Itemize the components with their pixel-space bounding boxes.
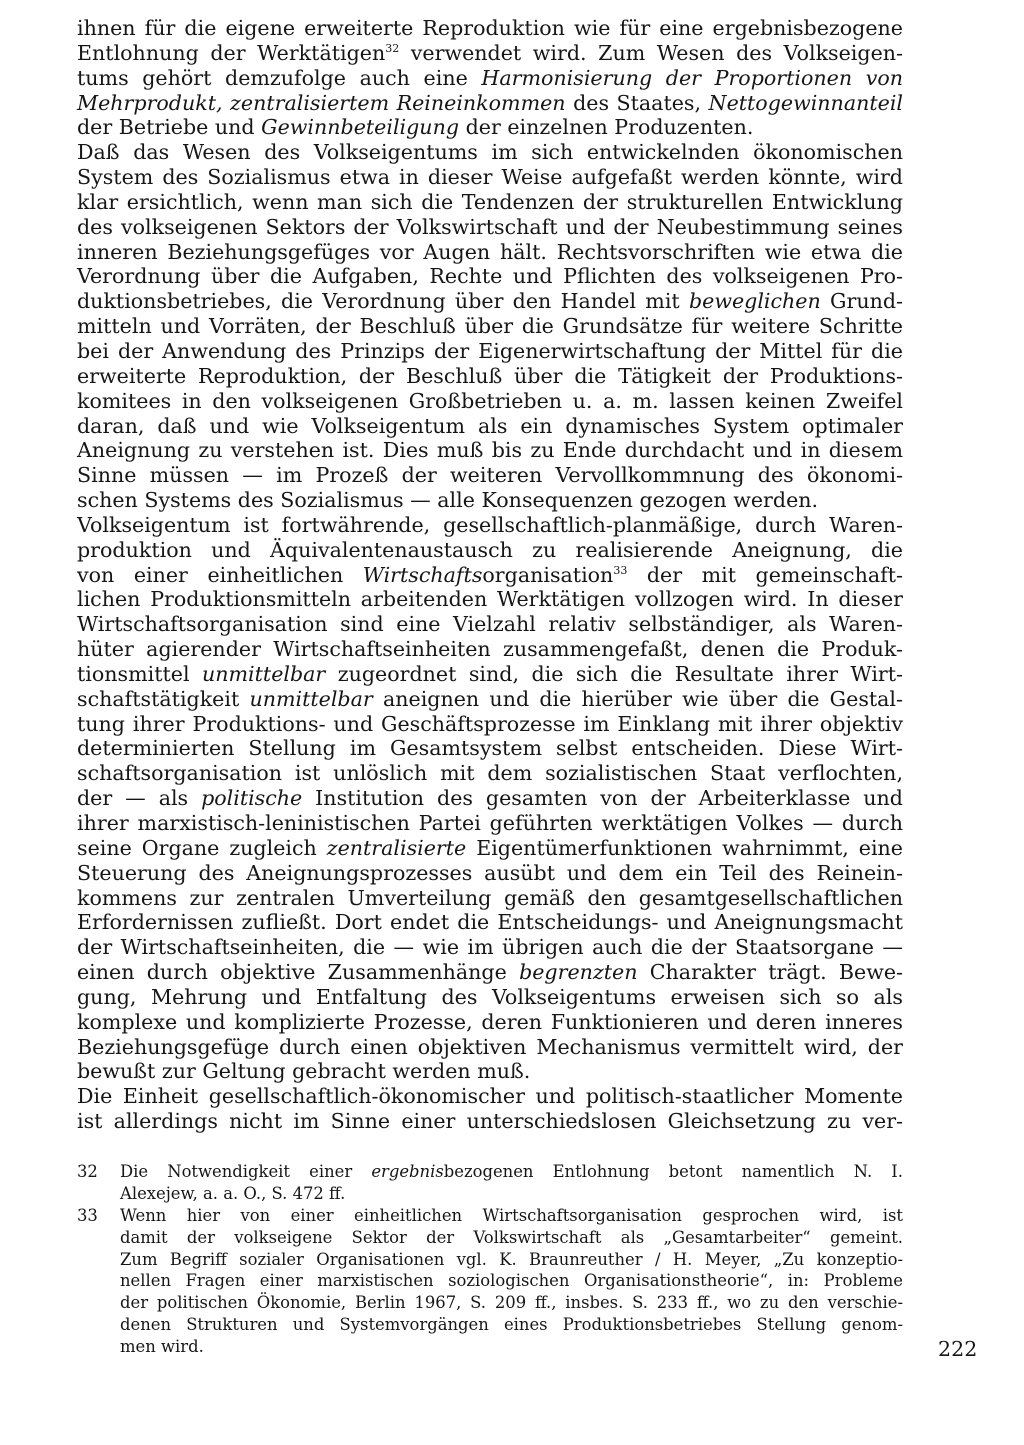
text-line — [77, 438, 903, 463]
text-run: komitees in den volkseigenen Großbetrieben u. a. m. lassen keinen Zweifel — [77, 388, 903, 413]
italic-emphasis: begrenzten — [519, 960, 638, 985]
italic-emphasis: Nettogewinnanteil — [708, 90, 903, 115]
text-run: der Wirtschaftseinheiten, die — wie im übrigen auch die der Staatsorgane — — [77, 935, 903, 960]
text-line — [77, 761, 903, 786]
text-run: ihnen für die eigene erweiterte Reproduktion wie für eine ergebnisbezogene — [77, 16, 903, 40]
text-line — [77, 140, 903, 165]
text-line — [77, 389, 903, 414]
italic-emphasis: Wirtschafts — [362, 562, 483, 587]
text-line — [77, 513, 903, 538]
text-run: komplexe und komplizierte Prozesse, deren Funktionieren und deren inneres — [77, 1009, 903, 1034]
text-run: produktion und Äquivalentenaustausch zu realisierende Aneignung, die — [77, 537, 903, 562]
text-line — [77, 712, 903, 737]
text-run: Grund- — [820, 289, 903, 314]
footnote-number: 33 — [77, 1205, 98, 1225]
text-line — [77, 66, 903, 91]
footnote-line — [77, 1205, 903, 1227]
text-run: schen Systems des Sozialismus — alle Konsequenzen gezogen werden. — [77, 488, 819, 513]
text-run: ist allerdings nicht im Sinne einer unterschiedslosen Gleichsetzung zu ver- — [77, 1109, 903, 1134]
text-run: damit der volkseigene Sektor der Volkswirtschaft als „Gesamtarbeiter“ gemeint. — [120, 1227, 903, 1247]
text-run: aneignen und die hierüber wie über die Gestal- — [372, 686, 903, 711]
text-run: Wenn hier von einer einheitlichen Wirtschaftsorganisation gesprochen wird, ist — [120, 1205, 903, 1225]
text-run: schaftstätigkeit — [77, 686, 250, 711]
text-line — [77, 165, 903, 190]
text-line — [77, 786, 903, 811]
text-run: des volkseigenen Sektors der Volkswirtschaft und der Neubestimmung seines — [77, 214, 903, 239]
text-line — [77, 190, 903, 215]
italic-emphasis: ergebnis — [371, 1162, 444, 1181]
text-run: des Staates, — [565, 90, 709, 115]
text-run: Institution des gesamten von der Arbeiterklasse und — [302, 786, 903, 811]
footnote-line — [77, 1270, 903, 1292]
text-line — [77, 1059, 903, 1084]
footnote-line — [77, 1161, 903, 1183]
text-run: Aneignung zu verstehen ist. Dies muß bis zu Ende durchdacht und in diesem — [77, 438, 903, 463]
text-run: der — als — [77, 786, 202, 811]
text-line — [77, 463, 903, 488]
text-run: kommens zur zentralen Umverteilung gemäß den gesamtgesellschaftlichen — [77, 885, 903, 910]
footnote-line — [77, 1249, 903, 1271]
text-run: der einzelnen Produzenten. — [459, 115, 754, 140]
text-run: organisation — [482, 562, 614, 587]
text-run: Daß das Wesen des Volkseigentums im sich entwickelnden ökonomischen — [77, 140, 903, 165]
text-run: seine Organe zugleich — [77, 835, 327, 860]
text-run: bewußt zur Geltung gebracht werden muß. — [77, 1059, 531, 1084]
italic-emphasis: unmittelbar — [202, 661, 326, 686]
text-line — [77, 960, 903, 985]
text-line — [77, 91, 903, 116]
text-line — [77, 886, 903, 911]
text-run: mitteln und Vorräten, der Beschluß über die Grundsätze für weitere Schritte — [77, 314, 903, 339]
text-run: Steuerung des Aneignungsprozesses ausübt und dem ein Teil des Reinein- — [77, 860, 903, 885]
text-line — [77, 935, 903, 960]
italic-emphasis: Mehrprodukt, zentralisiertem Reineinkommen — [77, 90, 566, 115]
text-run: Sinne müssen — im Prozeß der weiteren Vervollkommnung des ökonomi- — [77, 463, 903, 488]
text-run: daran, daß und wie Volkseigentum als ein dynamisches System optimaler — [77, 413, 903, 438]
text-run: bezogenen Entlohnung betont namentlich N. I. — [443, 1162, 903, 1181]
text-run: denen Strukturen und Systemvorgängen eines Produktionsbetriebes Stellung genom- — [120, 1315, 903, 1335]
text-run: verwendet wird. Zum Wesen des Volkseigen- — [399, 40, 903, 65]
text-run: Wirtschaftsorganisation sind eine Vielzahl relativ selbständiger, als Waren- — [77, 612, 903, 637]
footnote — [77, 1161, 903, 1205]
text-run: Zum Begriff sozialer Organisationen vgl. K. Braunreuther / H. Meyer, „Zu konzeptio- — [120, 1249, 903, 1269]
text-run: erweiterte Reproduktion, der Beschluß über die Tätigkeit der Produktions- — [77, 363, 903, 388]
italic-emphasis: beweglichen — [688, 289, 821, 314]
text-line — [77, 1035, 903, 1060]
text-line — [77, 364, 903, 389]
text-run: ihrer marxistisch-leninistischen Partei geführten werktätigen Volkes — durch — [77, 811, 903, 835]
footnote-line — [77, 1183, 903, 1205]
text-run: der Betriebe und — [77, 115, 262, 140]
text-run: Charakter trägt. Bewe- — [637, 960, 903, 985]
italic-emphasis: Harmonisierung der Proportionen von — [481, 65, 904, 90]
text-line — [77, 1084, 903, 1109]
text-line — [77, 662, 903, 687]
text-run: System des Sozialismus etwa in dieser Weise aufgefaßt werden könnte, wird — [77, 165, 903, 190]
text-run: zugeordnet sind, die sich die Resultate ihrer Wirt- — [325, 661, 903, 686]
body-text — [77, 16, 903, 1134]
text-run: lichen Produktionsmitteln arbeitenden Werktätigen vollzogen wird. In dieser — [77, 587, 903, 612]
text-run: Die Notwendigkeit einer — [120, 1162, 372, 1181]
italic-emphasis: zentralisierte — [326, 835, 467, 860]
footnote-number: 32 — [77, 1162, 98, 1181]
footnote-line — [77, 1292, 903, 1314]
footnote-line — [77, 1227, 903, 1249]
text-line — [77, 1109, 903, 1134]
text-run: men wird. — [120, 1337, 204, 1357]
text-line — [77, 687, 903, 712]
footnotes — [77, 1161, 903, 1358]
footnote-reference: 32 — [385, 41, 400, 55]
text-line — [77, 215, 903, 240]
text-run: Die Einheit gesellschaftlich-ökonomischer und politisch-staatlicher Momente — [77, 1084, 903, 1109]
text-line — [77, 861, 903, 886]
footnote — [77, 1205, 903, 1358]
text-line — [77, 115, 903, 140]
text-run: Volkseigentum ist fortwährende, gesellschaftlich-planmäßige, durch Waren- — [77, 512, 903, 537]
text-run: bei der Anwendung des Prinzips der Eigenerwirtschaftung der Mittel für die — [77, 338, 903, 363]
text-run: einen durch objektive Zusammenhänge — [77, 960, 520, 985]
text-line — [77, 836, 903, 861]
text-line — [77, 811, 903, 836]
text-line — [77, 488, 903, 513]
text-line — [77, 736, 903, 761]
text-run: schaftsorganisation ist unlöslich mit dem sozialistischen Staat verflochten, — [77, 761, 903, 786]
text-run: tionsmittel — [77, 661, 202, 686]
text-line — [77, 637, 903, 662]
text-run: tums gehört demzufolge auch eine — [77, 65, 482, 90]
text-run: determinierten Stellung im Gesamtsystem selbst entscheiden. Diese Wirt- — [77, 736, 903, 761]
text-run: Alexejew, a. a. O., S. 472 ff. — [120, 1183, 346, 1203]
text-line — [77, 612, 903, 637]
text-line — [77, 314, 903, 339]
text-line — [77, 16, 903, 41]
italic-emphasis: Gewinnbeteiligung — [261, 115, 460, 140]
footnote-line — [77, 1314, 903, 1336]
text-run: nellen Fragen einer marxistischen soziologischen Organisationstheorie“, in: Probleme — [120, 1271, 903, 1291]
text-line — [77, 910, 903, 935]
text-run: der politischen Ökonomie, Berlin 1967, S. 209 ff., insbes. S. 233 ff., wo zu den verschie- — [120, 1293, 903, 1313]
text-line — [77, 563, 903, 588]
text-line — [77, 985, 903, 1010]
footnote-reference: 33 — [613, 563, 628, 577]
footnote-line — [77, 1336, 903, 1358]
text-run: Erfordernissen zufließt. Dort endet die Entscheidungs- und Aneignungsmacht — [77, 910, 903, 935]
text-line — [77, 339, 903, 364]
text-line — [77, 587, 903, 612]
page-number: 222 — [938, 1337, 978, 1361]
text-line — [77, 264, 903, 289]
text-line — [77, 1010, 903, 1035]
text-line — [77, 240, 903, 265]
text-run: Beziehungsgefüge durch einen objektiven Mechanismus vermittelt wird, der — [77, 1034, 903, 1059]
text-line — [77, 538, 903, 563]
text-run: hüter agierender Wirtschaftseinheiten zusammengefaßt, denen die Produk- — [77, 637, 903, 662]
text-run: klar ersichtlich, wenn man sich die Tendenzen der strukturellen Entwicklung — [77, 189, 903, 214]
text-run: tung ihrer Produktions- und Geschäftsprozesse im Einklang mit ihrer objektiv — [77, 711, 903, 736]
text-line — [77, 289, 903, 314]
text-run: Eigentümerfunktionen wahrnimmt, eine — [466, 835, 903, 860]
text-run: gung, Mehrung und Entfaltung des Volkseigentums erweisen sich so als — [77, 984, 903, 1009]
italic-emphasis: unmittelbar — [249, 686, 373, 711]
text-line — [77, 41, 903, 66]
text-run: Verordnung über die Aufgaben, Rechte und Pflichten des volkseigenen Pro- — [77, 264, 903, 289]
text-run: von einer einheitlichen — [77, 562, 363, 587]
text-line — [77, 414, 903, 439]
text-run: Entlohnung der Werktätigen — [77, 40, 386, 65]
italic-emphasis: politische — [201, 786, 303, 811]
text-run: inneren Beziehungsgefüges vor Augen hält. Rechtsvorschriften wie etwa die — [77, 239, 903, 264]
text-run: der mit gemeinschaft- — [627, 562, 903, 587]
text-run: duktionsbetriebes, die Verordnung über den Handel mit — [77, 289, 689, 314]
